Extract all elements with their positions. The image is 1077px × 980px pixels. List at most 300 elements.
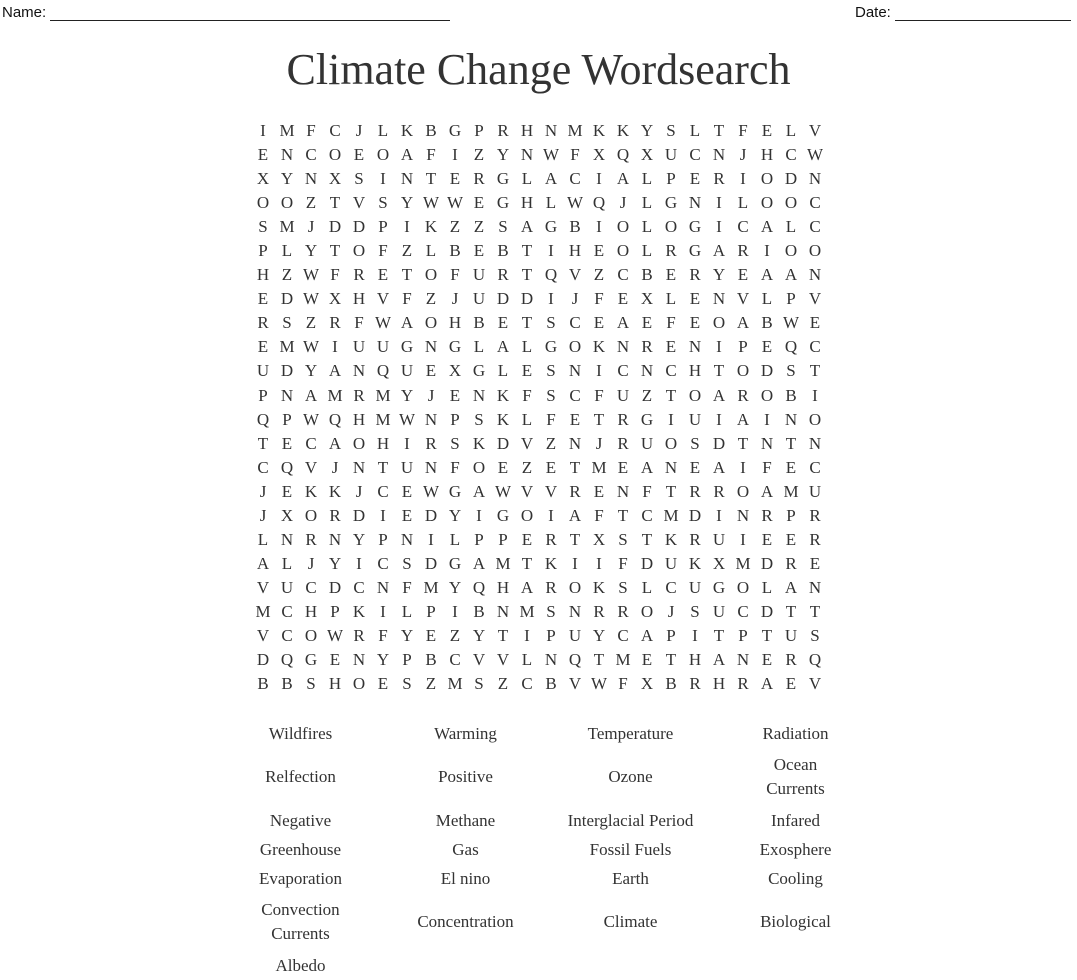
grid-letter: H xyxy=(448,313,462,333)
grid-letter: E xyxy=(617,457,629,477)
grid-letter: I xyxy=(548,241,554,261)
grid-letter: W xyxy=(542,145,560,165)
grid-letter: N xyxy=(352,650,366,670)
grid-letter: Y xyxy=(712,265,726,285)
grid-letter: T xyxy=(809,601,821,621)
grid-letter: Z xyxy=(305,313,317,333)
grid-letter: T xyxy=(521,241,533,261)
grid-letter: R xyxy=(425,433,437,453)
grid-letter: Z xyxy=(425,674,437,694)
grid-letter: W xyxy=(302,289,320,309)
grid-letter: G xyxy=(448,553,462,573)
grid-letter: P xyxy=(402,650,412,670)
grid-letter: O xyxy=(640,601,654,621)
grid-letter: H xyxy=(304,601,318,621)
grid-letter: V xyxy=(808,289,822,309)
grid-letter: U xyxy=(784,625,798,645)
grid-letter: K xyxy=(496,409,510,429)
grid-letter: E xyxy=(353,145,365,165)
grid-letter: U xyxy=(472,289,486,309)
word-list-item: Methane xyxy=(435,810,496,830)
grid-letter: L xyxy=(689,121,701,140)
grid-letter: U xyxy=(376,337,390,357)
grid-letter: V xyxy=(352,193,366,213)
grid-letter: O xyxy=(568,577,582,597)
grid-letter: U xyxy=(688,409,702,429)
grid-letter: L xyxy=(449,529,461,549)
grid-letter: N xyxy=(352,457,366,477)
grid-letter: E xyxy=(641,313,653,333)
grid-letter: I xyxy=(596,217,602,237)
word-list-item: Wildfires xyxy=(268,724,333,743)
grid-letter: B xyxy=(545,674,557,694)
grid-letter: O xyxy=(712,313,726,333)
grid-letter: W xyxy=(566,193,584,213)
grid-letter: I xyxy=(716,193,722,213)
grid-letter: R xyxy=(305,529,317,549)
grid-letter: E xyxy=(761,650,773,670)
grid-letter: C xyxy=(569,313,581,333)
grid-letter: T xyxy=(761,625,773,645)
grid-letter: Z xyxy=(449,217,461,237)
grid-letter: E xyxy=(689,169,701,189)
grid-letter: D xyxy=(760,601,774,621)
grid-letter: B xyxy=(473,313,485,333)
grid-letter: A xyxy=(256,553,270,573)
grid-letter: D xyxy=(328,577,342,597)
grid-letter: O xyxy=(760,169,774,189)
grid-letter: L xyxy=(401,601,413,621)
grid-letter: X xyxy=(328,169,342,189)
grid-letter: J xyxy=(667,601,675,621)
grid-letter: U xyxy=(664,553,678,573)
grid-letter: N xyxy=(568,361,582,381)
grid-letter: L xyxy=(641,577,653,597)
grid-letter: M xyxy=(783,481,799,501)
grid-letter: W xyxy=(590,674,608,694)
grid-letter: X xyxy=(712,553,726,573)
grid-letter: S xyxy=(690,601,700,621)
grid-letter: X xyxy=(280,505,294,525)
grid-letter: A xyxy=(736,409,750,429)
grid-letter: O xyxy=(664,217,678,237)
grid-letter: I xyxy=(332,337,338,357)
grid-letter: Y xyxy=(400,625,414,645)
grid-letter: C xyxy=(689,145,701,165)
grid-letter: E xyxy=(689,289,701,309)
grid-letter: N xyxy=(688,193,702,213)
grid-letter: O xyxy=(352,674,366,694)
grid-letter: D xyxy=(688,505,702,525)
word-list-item: Biological xyxy=(760,912,831,931)
grid-letter: P xyxy=(378,529,388,549)
grid-letter: I xyxy=(260,121,266,140)
grid-letter: R xyxy=(641,337,653,357)
grid-letter: L xyxy=(521,409,533,429)
grid-letter: M xyxy=(591,457,607,477)
grid-letter: Q xyxy=(616,145,630,165)
grid-letter: K xyxy=(592,121,606,140)
grid-letter: G xyxy=(400,337,414,357)
grid-letter: D xyxy=(280,361,294,381)
grid-letter: E xyxy=(809,553,821,573)
grid-letter: A xyxy=(712,457,726,477)
grid-letter: T xyxy=(329,241,341,261)
grid-letter: D xyxy=(256,650,270,670)
grid-letter: N xyxy=(280,145,294,165)
grid-letter: G xyxy=(496,505,510,525)
grid-letter: O xyxy=(352,433,366,453)
grid-letter: L xyxy=(521,337,533,357)
grid-letter: D xyxy=(496,289,510,309)
grid-letter: A xyxy=(712,385,726,405)
grid-letter: V xyxy=(808,674,822,694)
grid-letter: G xyxy=(448,121,462,140)
grid-letter: S xyxy=(546,361,556,381)
grid-letter: S xyxy=(666,121,676,140)
grid-letter: E xyxy=(425,625,437,645)
grid-letter: P xyxy=(282,409,292,429)
grid-letter: S xyxy=(618,529,628,549)
grid-letter: Q xyxy=(280,457,294,477)
grid-letter: M xyxy=(279,121,295,140)
grid-letter: C xyxy=(617,265,629,285)
grid-letter: P xyxy=(498,529,508,549)
grid-letter: F xyxy=(330,265,340,285)
grid-letter: T xyxy=(593,650,605,670)
grid-letter: W xyxy=(446,193,464,213)
grid-letter: X xyxy=(640,289,654,309)
grid-letter: C xyxy=(641,505,653,525)
grid-letter: F xyxy=(642,481,652,501)
grid-letter: E xyxy=(737,265,749,285)
grid-letter: A xyxy=(712,650,726,670)
grid-letter: F xyxy=(594,385,604,405)
grid-letter: V xyxy=(376,289,390,309)
grid-letter: V xyxy=(544,481,558,501)
grid-letter: J xyxy=(739,145,747,165)
word-list-item: Interglacial Period xyxy=(567,810,694,830)
grid-letter: S xyxy=(690,433,700,453)
grid-letter: W xyxy=(374,313,392,333)
grid-letter: E xyxy=(761,337,773,357)
grid-letter: F xyxy=(546,409,556,429)
grid-letter: I xyxy=(404,433,410,453)
grid-letter: E xyxy=(545,457,557,477)
grid-letter: I xyxy=(596,169,602,189)
grid-letter: N xyxy=(568,433,582,453)
date-field[interactable] xyxy=(855,4,1071,21)
grid-letter: H xyxy=(568,241,582,261)
word-list-item: Negative xyxy=(269,810,332,830)
grid-letter: J xyxy=(571,289,579,309)
grid-letter: K xyxy=(472,433,486,453)
grid-letter: F xyxy=(738,121,748,140)
grid-letter: T xyxy=(665,385,677,405)
grid-letter: F xyxy=(354,313,364,333)
word-list-item: Convection Currents xyxy=(261,900,340,943)
grid-letter: M xyxy=(495,553,511,573)
word-list-item: Gas xyxy=(452,839,479,859)
grid-letter: I xyxy=(596,361,602,381)
grid-letter: Y xyxy=(304,241,318,261)
word-list-item: Fossil Fuels xyxy=(589,839,672,859)
grid-letter: L xyxy=(281,241,293,261)
grid-letter: R xyxy=(689,265,701,285)
grid-letter: F xyxy=(570,145,580,165)
grid-letter: Z xyxy=(497,674,509,694)
grid-letter: D xyxy=(352,505,366,525)
grid-letter: G xyxy=(640,409,654,429)
grid-letter: C xyxy=(281,601,293,621)
word-list xyxy=(218,720,878,980)
grid-letter: I xyxy=(716,337,722,357)
grid-letter: T xyxy=(569,457,581,477)
grid-letter: R xyxy=(497,121,509,140)
grid-letter: P xyxy=(258,385,268,405)
grid-letter: T xyxy=(785,433,797,453)
grid-letter: F xyxy=(618,553,628,573)
word-list-item: Radiation xyxy=(762,724,829,743)
grid-letter: T xyxy=(257,433,269,453)
grid-letter: P xyxy=(450,409,460,429)
grid-letter: A xyxy=(640,457,654,477)
grid-letter: R xyxy=(737,241,749,261)
grid-letter: N xyxy=(688,337,702,357)
grid-letter: I xyxy=(716,505,722,525)
grid-letter: L xyxy=(257,529,269,549)
grid-letter: K xyxy=(592,337,606,357)
grid-letter: D xyxy=(280,289,294,309)
grid-letter: B xyxy=(449,241,461,261)
grid-letter: I xyxy=(740,457,746,477)
grid-letter: E xyxy=(281,433,293,453)
grid-letter: F xyxy=(306,121,316,140)
grid-letter: O xyxy=(472,457,486,477)
grid-letter: O xyxy=(808,409,822,429)
grid-letter: E xyxy=(617,289,629,309)
grid-letter: N xyxy=(304,169,318,189)
grid-letter: V xyxy=(496,650,510,670)
grid-letter: E xyxy=(665,337,677,357)
grid-letter: R xyxy=(617,601,629,621)
grid-letter: U xyxy=(280,577,294,597)
grid-letter: Y xyxy=(328,553,342,573)
grid-letter: P xyxy=(738,337,748,357)
grid-letter: O xyxy=(616,217,630,237)
grid-letter: M xyxy=(735,553,751,573)
grid-letter: C xyxy=(305,577,317,597)
grid-letter: R xyxy=(545,529,557,549)
grid-letter: R xyxy=(257,313,269,333)
grid-letter: J xyxy=(307,217,315,237)
grid-letter: L xyxy=(377,121,389,140)
grid-letter: U xyxy=(400,457,414,477)
grid-letter: R xyxy=(545,577,557,597)
grid-letter: J xyxy=(355,481,363,501)
grid-letter: O xyxy=(688,385,702,405)
grid-letter: L xyxy=(425,241,437,261)
grid-letter: W xyxy=(422,481,440,501)
grid-letter: A xyxy=(784,265,798,285)
grid-letter: I xyxy=(356,553,362,573)
grid-letter: D xyxy=(328,217,342,237)
grid-letter: T xyxy=(785,601,797,621)
grid-letter: N xyxy=(736,650,750,670)
grid-letter: C xyxy=(617,361,629,381)
grid-letter: E xyxy=(785,457,797,477)
grid-letter: T xyxy=(617,505,629,525)
grid-letter: O xyxy=(784,193,798,213)
grid-letter: Z xyxy=(473,145,485,165)
grid-letter: G xyxy=(544,217,558,237)
grid-letter: R xyxy=(497,265,509,285)
grid-letter: R xyxy=(329,505,341,525)
grid-letter: Q xyxy=(280,650,294,670)
grid-letter: L xyxy=(521,169,533,189)
grid-letter: O xyxy=(520,505,534,525)
grid-letter: X xyxy=(328,289,342,309)
grid-letter: E xyxy=(257,289,269,309)
grid-letter: Y xyxy=(448,577,462,597)
grid-letter: N xyxy=(808,433,822,453)
grid-letter: E xyxy=(401,481,413,501)
grid-letter: V xyxy=(520,481,534,501)
grid-letter: M xyxy=(279,337,295,357)
grid-letter: S xyxy=(306,674,316,694)
grid-letter: G xyxy=(688,241,702,261)
grid-letter: D xyxy=(712,433,726,453)
grid-letter: K xyxy=(616,121,630,140)
grid-letter: Y xyxy=(280,169,294,189)
word-list-item: Concentration xyxy=(417,912,514,931)
grid-letter: A xyxy=(760,265,774,285)
grid-letter: F xyxy=(402,289,412,309)
grid-letter: L xyxy=(665,289,677,309)
grid-letter: N xyxy=(376,577,390,597)
grid-letter: O xyxy=(760,385,774,405)
grid-letter: N xyxy=(544,121,558,140)
grid-letter: G xyxy=(496,193,510,213)
grid-letter: N xyxy=(328,529,342,549)
grid-letter: A xyxy=(568,505,582,525)
grid-letter: X xyxy=(592,145,606,165)
grid-letter: O xyxy=(664,433,678,453)
grid-letter: O xyxy=(736,361,750,381)
word-list-item xyxy=(548,951,713,980)
grid-letter: A xyxy=(544,169,558,189)
grid-letter: R xyxy=(689,529,701,549)
grid-letter: I xyxy=(812,385,818,405)
grid-letter: I xyxy=(428,529,434,549)
word-list-item: Warming xyxy=(434,724,497,743)
grid-letter: J xyxy=(259,505,267,525)
grid-letter: L xyxy=(785,121,797,140)
grid-letter: E xyxy=(785,674,797,694)
grid-letter: T xyxy=(401,265,413,285)
grid-letter: Y xyxy=(376,650,390,670)
grid-letter: G xyxy=(664,193,678,213)
grid-letter: W xyxy=(302,337,320,357)
grid-letter: F xyxy=(522,385,532,405)
grid-letter: F xyxy=(402,577,412,597)
grid-letter: Z xyxy=(473,217,485,237)
grid-letter: U xyxy=(256,361,270,381)
grid-letter: A xyxy=(616,169,630,189)
grid-letter: V xyxy=(808,121,822,140)
grid-letter: Q xyxy=(376,361,390,381)
grid-letter: S xyxy=(402,674,412,694)
grid-letter: O xyxy=(760,193,774,213)
grid-letter: S xyxy=(282,313,292,333)
grid-letter: H xyxy=(688,361,702,381)
grid-letter: C xyxy=(305,145,317,165)
grid-letter: S xyxy=(498,217,508,237)
grid-letter: I xyxy=(548,289,554,309)
grid-letter: R xyxy=(785,650,797,670)
grid-letter: O xyxy=(376,145,390,165)
grid-letter: M xyxy=(615,650,631,670)
grid-letter: R xyxy=(761,505,773,525)
grid-letter: R xyxy=(689,481,701,501)
grid-letter: B xyxy=(761,313,773,333)
grid-letter: C xyxy=(377,553,389,573)
grid-letter: S xyxy=(618,577,628,597)
grid-letter: A xyxy=(400,145,414,165)
grid-letter: I xyxy=(692,625,698,645)
grid-letter: N xyxy=(520,145,534,165)
grid-letter: K xyxy=(400,121,414,140)
grid-letter: C xyxy=(329,121,341,140)
grid-letter: B xyxy=(257,674,269,694)
grid-letter: V xyxy=(568,265,582,285)
grid-letter: Z xyxy=(545,433,557,453)
grid-letter: M xyxy=(327,385,343,405)
grid-letter: R xyxy=(713,169,725,189)
grid-letter: L xyxy=(737,193,749,213)
grid-letter: H xyxy=(520,121,534,140)
grid-letter: R xyxy=(473,169,485,189)
grid-letter: D xyxy=(760,361,774,381)
grid-letter: N xyxy=(568,601,582,621)
grid-letter: A xyxy=(760,481,774,501)
grid-letter: C xyxy=(257,457,269,477)
grid-letter: U xyxy=(352,337,366,357)
grid-letter: I xyxy=(452,601,458,621)
grid-letter: S xyxy=(474,409,484,429)
grid-letter: O xyxy=(736,577,750,597)
grid-letter: Y xyxy=(472,625,486,645)
grid-letter: K xyxy=(424,217,438,237)
grid-letter: T xyxy=(521,553,533,573)
word-list-item: Ozone xyxy=(608,767,653,786)
grid-letter: E xyxy=(497,457,509,477)
grid-letter: N xyxy=(280,385,294,405)
grid-letter: O xyxy=(304,625,318,645)
grid-letter: N xyxy=(760,433,774,453)
grid-letter: T xyxy=(665,650,677,670)
grid-letter: C xyxy=(305,433,317,453)
grid-letter: K xyxy=(688,553,702,573)
grid-letter: R xyxy=(569,481,581,501)
grid-letter: V xyxy=(736,289,750,309)
grid-letter: B xyxy=(641,265,653,285)
grid-letter: T xyxy=(377,457,389,477)
grid-letter: H xyxy=(256,265,270,285)
name-field[interactable] xyxy=(2,4,450,21)
grid-letter: Q xyxy=(328,409,342,429)
grid-letter: Q xyxy=(784,337,798,357)
